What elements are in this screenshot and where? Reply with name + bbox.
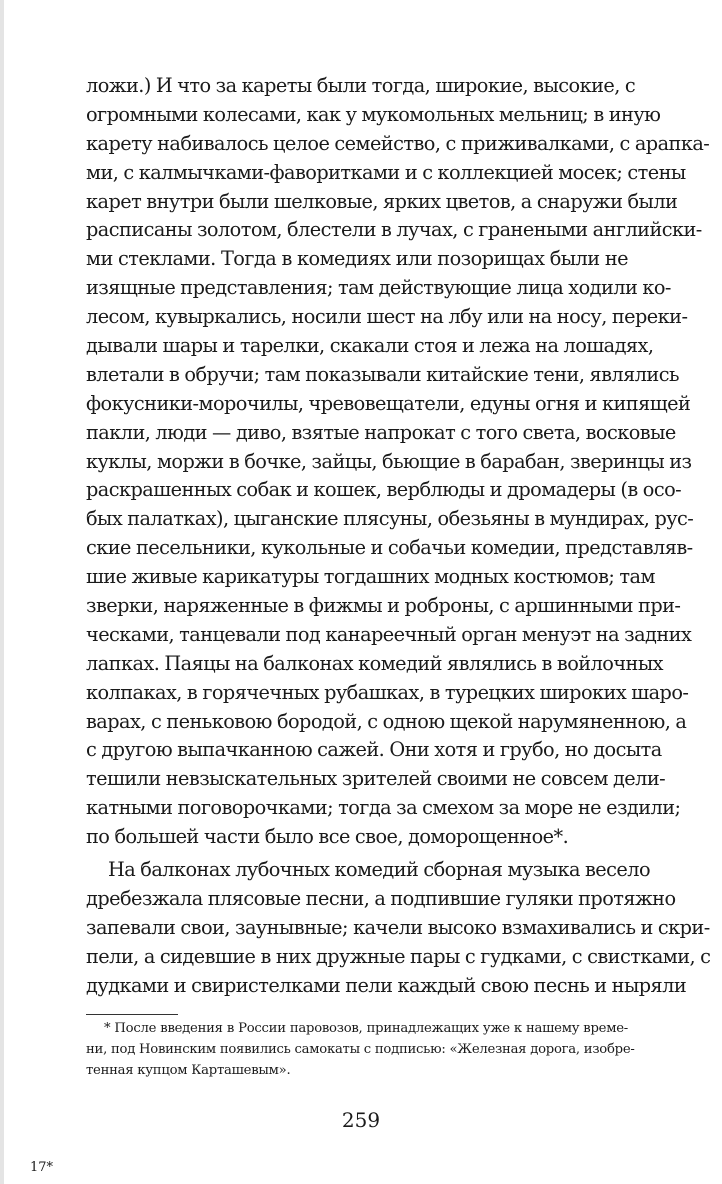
text-line: бых палатках), цыганские плясуны, обезьяны в мундирах, рус- (86, 507, 694, 531)
text-line: запевали свои, заунывные; качели высоко взмахивались и скри- (86, 915, 710, 939)
text-line: ложи.) И что за кареты были тогда, широкие, высокие, с (86, 74, 636, 97)
text-line: с другою выпачканною сажей. Они хотя и грубо, но досыта (86, 738, 662, 762)
text-line: изящные представления; там действующие лица ходили ко- (86, 276, 671, 300)
text-line: ческами, танцевали под канареечный орган менуэт на задних (86, 622, 692, 646)
text-line: карет внутри были шелковые, ярких цветов, а снаружи были (86, 189, 678, 213)
text-line: фокусники-морочилы, чревовещатели, едуны огня и кипящей (86, 391, 691, 415)
text-line: лесом, кувыркались, носили шест на лбу или на носу, переки- (86, 305, 688, 329)
footnote-line: ни, под Новинским появились самокаты с подписью: «Железная дорога, изобре- (86, 1042, 635, 1057)
text-line: шие живые карикатуры тогдашних модных костюмов; там (86, 565, 655, 589)
text-line: огромными колесами, как у мукомольных мельниц; в иную (86, 102, 661, 126)
text-line: дывали шары и тарелки, скакали стоя и лежа на лошадях, (86, 334, 654, 358)
text-line: катными поговорочками; тогда за смехом за море не ездили; (86, 796, 681, 820)
page-edge-left (0, 0, 4, 1184)
text-line: дудками и свиристелками пели каждый свою песнь и ныряли (86, 973, 687, 997)
text-line: лапках. Паяцы на балконах комедий являлись в войлочных (86, 651, 663, 675)
text-line: зверки, наряженные в фижмы и роброны, с аршинными при- (86, 594, 681, 618)
paragraph-start-line: На балконах лубочных комедий сборная музыка весело (108, 858, 651, 882)
footnote-divider (86, 1014, 178, 1015)
text-line: пели, а сидевшие в них дружные пары с гудками, с свистками, с (86, 944, 711, 968)
text-line: варах, с пеньковою бородой, с одною щекой нарумяненною, а (86, 709, 687, 733)
paragraph-end-line: по большей части было все свое, доморощенное*. (86, 825, 569, 849)
footnote-line: тенная купцом Карташевым». (86, 1063, 291, 1078)
text-line: дребезжала плясовые песни, а подпившие гуляки протяжно (86, 886, 676, 910)
text-line: колпаках, в горячечных рубашках, в турецких широких шаро- (86, 680, 689, 704)
text-line: куклы, моржи в бочке, зайцы, бьющие в барабан, зверинцы из (86, 449, 692, 473)
footnote (86, 1018, 635, 1081)
body-text (86, 72, 711, 1001)
text-line: карету набивалось целое семейство, с приживалками, с арапка- (86, 131, 710, 155)
page-number: 259 (341, 1108, 381, 1132)
text-line: пакли, люди — диво, взятые напрокат с того света, восковые (86, 420, 676, 444)
signature-mark: 17* (30, 1160, 54, 1175)
text-line: ские песельники, кукольные и собачьи комедии, представляв- (86, 536, 693, 560)
text-line: ми стеклами. Тогда в комедиях или позорищах были не (86, 247, 628, 271)
footnote-line: * После введения в России паровозов, принадлежащих уже к нашему време- (104, 1021, 628, 1036)
text-line: ми, с калмычками-фаворитками и с коллекцией мосек; стены (86, 160, 686, 184)
text-line: влетали в обручи; там показывали китайские тени, являлись (86, 362, 679, 386)
text-line: расписаны золотом, блестели в лучах, с гранеными английски- (86, 218, 702, 242)
text-line: тешили невзыскательных зрителей своими не совсем дели- (86, 767, 666, 791)
text-line: раскрашенных собак и кошек, верблюды и дромадеры (в осо- (86, 478, 682, 502)
